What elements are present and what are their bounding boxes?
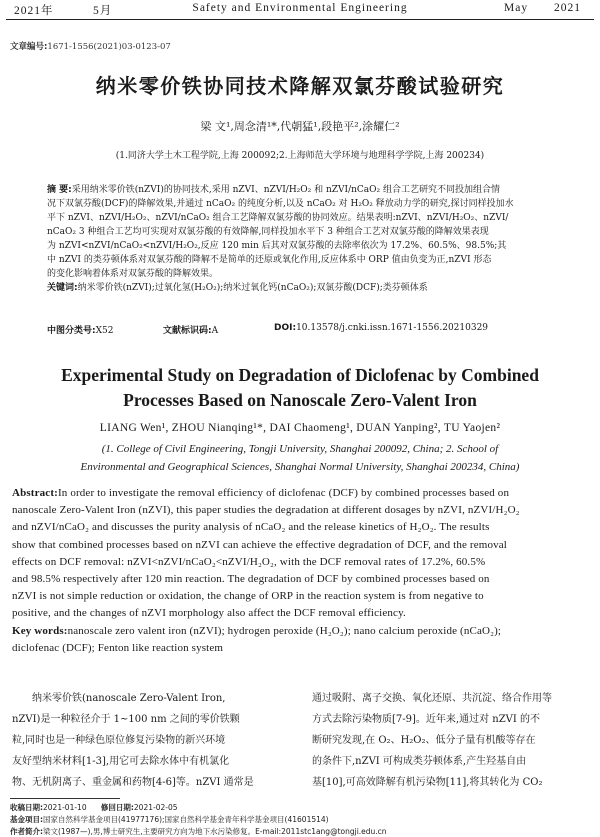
cn-abstract: 摘 要:采用纳米零价铁(nZVI)的协同技术,采用 nZVI、nZVI/H₂O₂ 和 nZVI/nCaO₂ 组合工艺研究不同投加组合情 况下双氯芬酸(DCF)的降解效果,并通过 nCaO₂ 的纯度分析,以及 nCaO₂ 对 H₂O₂ 释放动力学的研究,探讨同样投加水 平下 nZVI、nZVI/H₂O₂、nZVI/nCaO₂ 组合工艺降解双氯芬酸的协同效应。结果表明:nZVI、nZVI/H₂O₂、nZVI/ nCaO₂ 3 种组合工艺均可实现对双氯芬酸的有效降解,同样投加水平下 3 种组合工艺对双氯芬酸的降解效果表现 为 nZVI<nZVI/nCaO₂<nZVI/H₂O₂,反应 120 min 后其对双氯芬酸的去除率依次为 17.2%、60.5%、98.5%;其 中 nZVI 的类芬顿体系对双氯芬酸的降解不是简单的还原或氧化作用,反应体系中 ORP 值由负变为正,nZVI 形态 的变化影响着体系对双氯芬酸的降解效果。 关键词:纳米零价铁(nZVI);过氧化氢(H₂O₂);纳米过氧化钙(nCaO₂);双氯芬酸(DCF);类芬顿体系 (47, 183, 559, 295)
en-title: Experimental Study on Degradation of Diclofenac by Combined Processes Based on Nanoscale Zero-Valent Iron (61, 365, 539, 410)
footnote-dates: 收稿日期:2021-01-10 修回日期:2021-02-05 (10, 803, 178, 812)
doi[interactable]: DOI:10.13578/j.cnki.issn.1671-1556.20210329 (274, 323, 489, 333)
body-column-left: 纳米零价铁(nanoscale Zero-Valent Iron, nZVI)是一种粒径介于 1~100 nm 之间的零价铁颗 粒,同时也是一种绿色原位修复污染物的新兴环境 友好型纳米材料[1-3],用它可去除水体中有机氯化 物、无机阴离子、重金属和药物[4-6]等。nZVI 通常是 (12, 693, 254, 788)
en-abstract: Abstract:In order to investigate the removal efficiency of diclofenac (DCF) by combined processes based on nanoscale Zero-Valent Iron (nZVI), this paper studies the degradation at different dosages by nZVI, nZVI/H₂O₂ and nZVI/nCaO₂ and discusses the purity analysis of nCaO₂ and the release kinetics of H₂O₂. The results show that combined processes based on nZVI can achieve the effective degradation of DCF, and the removal effects on DCF removal: nZVI<nZVI/nCaO₂<nZVI/H₂O₂, with the DCF removal rates of 17.2%, 60.5% and 98.5% respectively after 120 min reaction. The degradation of DCF by combined processes based on nZVI is not simple reduction or oxidation, the change of ORP in the reaction system is from negative to positive, and the changes of nZVI morphology also affect the DCF removal efficiency. Key words:nanoscale zero valent iron (nZVI); hydrogen peroxide (H₂O₂); nano calcium peroxide (nCaO₂); diclofenac (DCF); Fenton like reaction system (12, 485, 592, 657)
cn-affiliation: (1.同济大学土木工程学院,上海 200092;2.上海师范大学环境与地理科学学院,上海 200234) (115, 151, 485, 161)
cn-authors: 梁 文¹,周念清¹*,代朝猛¹,段艳平²,涂耀仁² (200, 120, 400, 133)
footnote-fund: 基金项目:国家自然科学基金项目(41977176);国家自然科学基金青年科学基金项目(41601514) (10, 815, 329, 824)
header-month-right: May (504, 2, 529, 14)
en-keywords: Key words:nanoscale zero valent iron (nZVI); hydrogen peroxide (H₂O₂); nano calcium peroxide (nCaO₂); (12, 624, 502, 637)
footnote-author: 作者简介:梁文(1987—),男,博士研究生,主要研究方向为地下水污染修复。E-mail:2011stc1ang@tongji.edu.cn (10, 827, 387, 836)
footnote-rule (10, 798, 120, 799)
article-number: 文章编号:1671-1556(2021)03-0123-07 (10, 42, 171, 52)
header-rule (6, 19, 594, 20)
en-authors: LIANG Wen¹, ZHOU Nianqing¹*, DAI Chaomeng¹, DUAN Yanping², TU Yaojen² (99, 422, 501, 434)
cn-title: 纳米零价铁协同技术降解双氯芬酸试验研究 (95, 74, 505, 98)
header-year-left: 2021年 (14, 5, 54, 17)
body-column-right: 通过吸附、离子交换、氧化还原、共沉淀、络合作用等 方式去除污染物质[7-9]。近年来,通过对 nZVI 的不 断研究发现,在 O₂、H₂O₂、低分子量有机酸等存在 的条件下,nZVI 可构成类芬顿体系,产生羟基自由 基[10],可高效降解有机污染物[11],将其转化为 CO₂ (312, 693, 552, 788)
cn-keywords: 关键词:纳米零价铁(nZVI);过氧化氢(H₂O₂);纳米过氧化钙(nCaO₂);双氯芬酸(DCF);类芬顿体系 (47, 283, 428, 293)
header-month-left: 5月 (93, 5, 113, 17)
journal-name: Safety and Environmental Engineering (192, 2, 408, 14)
clc-number: 中图分类号:X52 (47, 326, 114, 336)
header-year-right: 2021 (554, 2, 581, 14)
en-affiliation: (1. College of Civil Engineering, Tongji University, Shanghai 200092, China; 2. School of Environmental and Geographical Sciences, Shanghai Normal University, Shanghai 200234, China) (80, 443, 520, 473)
document-code: 文献标识码:A (163, 326, 219, 336)
